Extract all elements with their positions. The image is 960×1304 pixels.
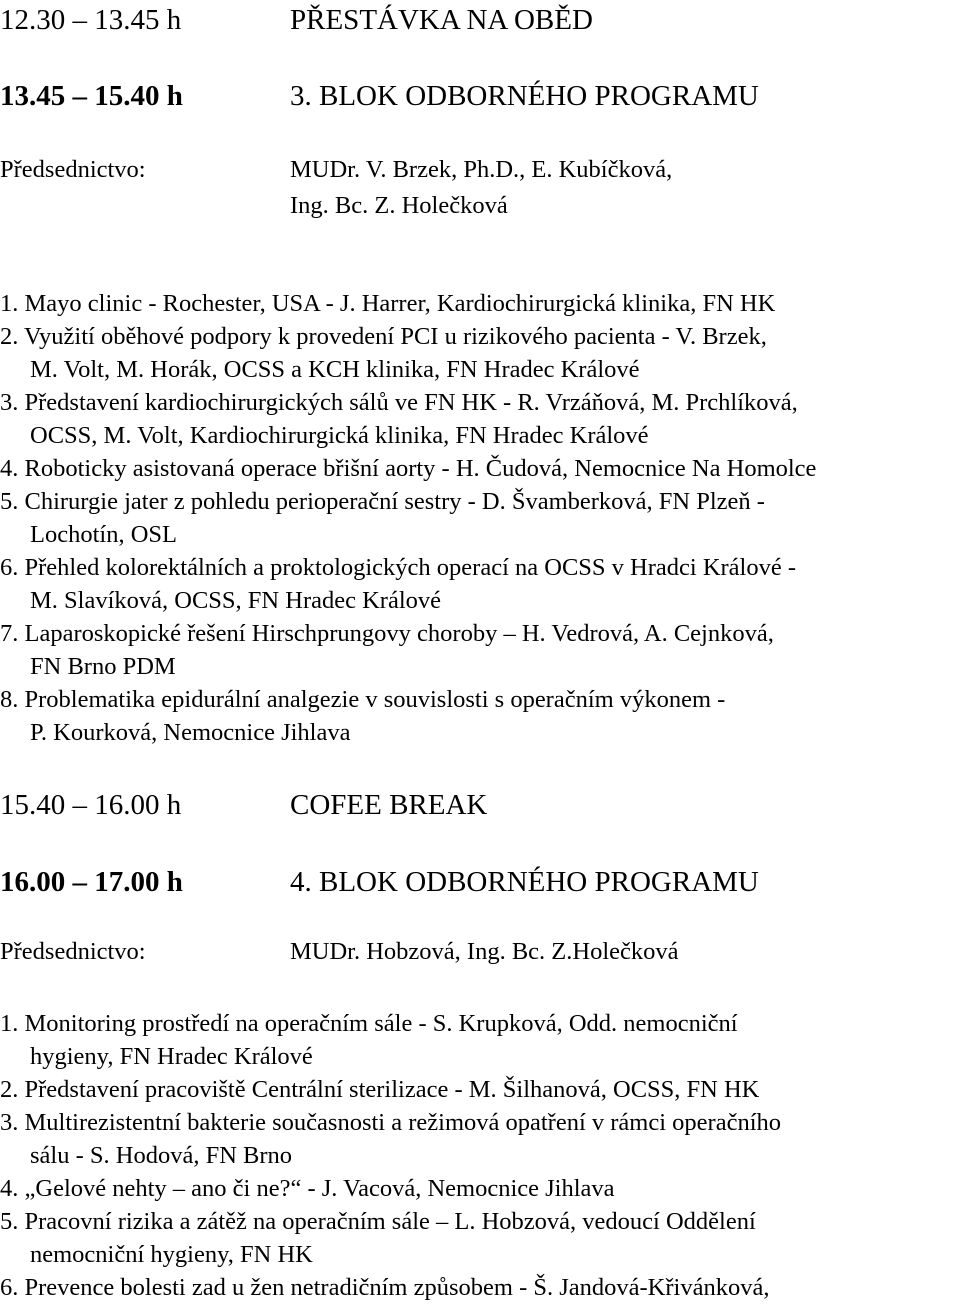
block3-title: 3. BLOK ODBORNÉHO PROGRAMU — [290, 80, 759, 112]
block3-chair-label: Předsednictvo: — [0, 156, 146, 183]
block3-chair-line2: Ing. Bc. Z. Holečková — [290, 192, 508, 219]
block3-item-6-cont: M. Slavíková, OCSS, FN Hradec Králové — [30, 587, 442, 614]
block3-item-3-cont: OCSS, M. Volt, Kardiochirurgická klinika, FN Hradec Králové — [30, 422, 649, 449]
block4-item-2: 2. Představení pracoviště Centrální sterilizace - M. Šilhanová, OCSS, FN HK — [0, 1076, 760, 1103]
block3-item-4: 4. Roboticky asistovaná operace břišní aorty - H. Čudová, Nemocnice Na Homolce — [0, 455, 817, 482]
block3-item-8-cont: P. Kourková, Nemocnice Jihlava — [30, 719, 351, 746]
block4-item-6: 6. Prevence bolesti zad u žen netradičním způsobem - Š. Jandová-Křivánková, — [0, 1274, 770, 1301]
block4-item-1: 1. Monitoring prostředí na operačním sále - S. Krupková, Odd. nemocniční — [0, 1010, 738, 1037]
block4-chair-line1: MUDr. Hobzová, Ing. Bc. Z.Holečková — [290, 938, 679, 965]
block4-time: 16.00 – 17.00 h — [0, 866, 183, 898]
block3-item-7: 7. Laparoskopické řešení Hirschprungovy choroby – H. Vedrová, A. Cejnková, — [0, 620, 774, 647]
block3-item-5: 5. Chirurgie jater z pohledu perioperační sestry - D. Švamberková, FN Plzeň - — [0, 488, 765, 515]
block3-item-2: 2. Využití oběhové podpory k provedení PCI u rizikového pacienta - V. Brzek, — [0, 323, 767, 350]
block3-time: 13.45 – 15.40 h — [0, 80, 183, 112]
lunch-title: PŘESTÁVKA NA OBĚD — [290, 4, 593, 36]
coffee-time: 15.40 – 16.00 h — [0, 789, 182, 821]
block4-item-5-cont: nemocniční hygieny, FN HK — [30, 1241, 313, 1268]
block3-item-7-cont: FN Brno PDM — [30, 653, 176, 680]
block4-item-4: 4. „Gelové nehty – ano či ne?“ - J. Vacová, Nemocnice Jihlava — [0, 1175, 615, 1202]
block4-item-3-cont: sálu - S. Hodová, FN Brno — [30, 1142, 293, 1169]
block4-item-3: 3. Multirezistentní bakterie současnosti a režimová opatření v rámci operačního — [0, 1109, 782, 1136]
block3-item-5-cont: Lochotín, OSL — [30, 521, 177, 548]
lunch-time: 12.30 – 13.45 h — [0, 4, 182, 36]
block3-chair-line1: MUDr. V. Brzek, Ph.D., E. Kubíčková, — [290, 156, 673, 183]
block3-item-8: 8. Problematika epidurální analgezie v souvislosti s operačním výkonem - — [0, 686, 726, 713]
block3-item-3: 3. Představení kardiochirurgických sálů ve FN HK - R. Vrzáňová, M. Prchlíková, — [0, 389, 798, 416]
block3-item-6: 6. Přehled kolorektálních a proktologických operací na OCSS v Hradci Králové - — [0, 554, 797, 581]
block4-item-5: 5. Pracovní rizika a zátěž na operačním sále – L. Hobzová, vedoucí Oddělení — [0, 1208, 756, 1235]
block4-chair-label: Předsednictvo: — [0, 938, 146, 965]
block3-item-2-cont: M. Volt, M. Horák, OCSS a KCH klinika, FN Hradec Králové — [30, 356, 640, 383]
block4-item-1-cont: hygieny, FN Hradec Králové — [30, 1043, 313, 1070]
coffee-title: COFEE BREAK — [290, 789, 488, 821]
block3-item-1: 1. Mayo clinic - Rochester, USA - J. Harrer, Kardiochirurgická klinika, FN HK — [0, 290, 776, 317]
block4-title: 4. BLOK ODBORNÉHO PROGRAMU — [290, 866, 759, 898]
